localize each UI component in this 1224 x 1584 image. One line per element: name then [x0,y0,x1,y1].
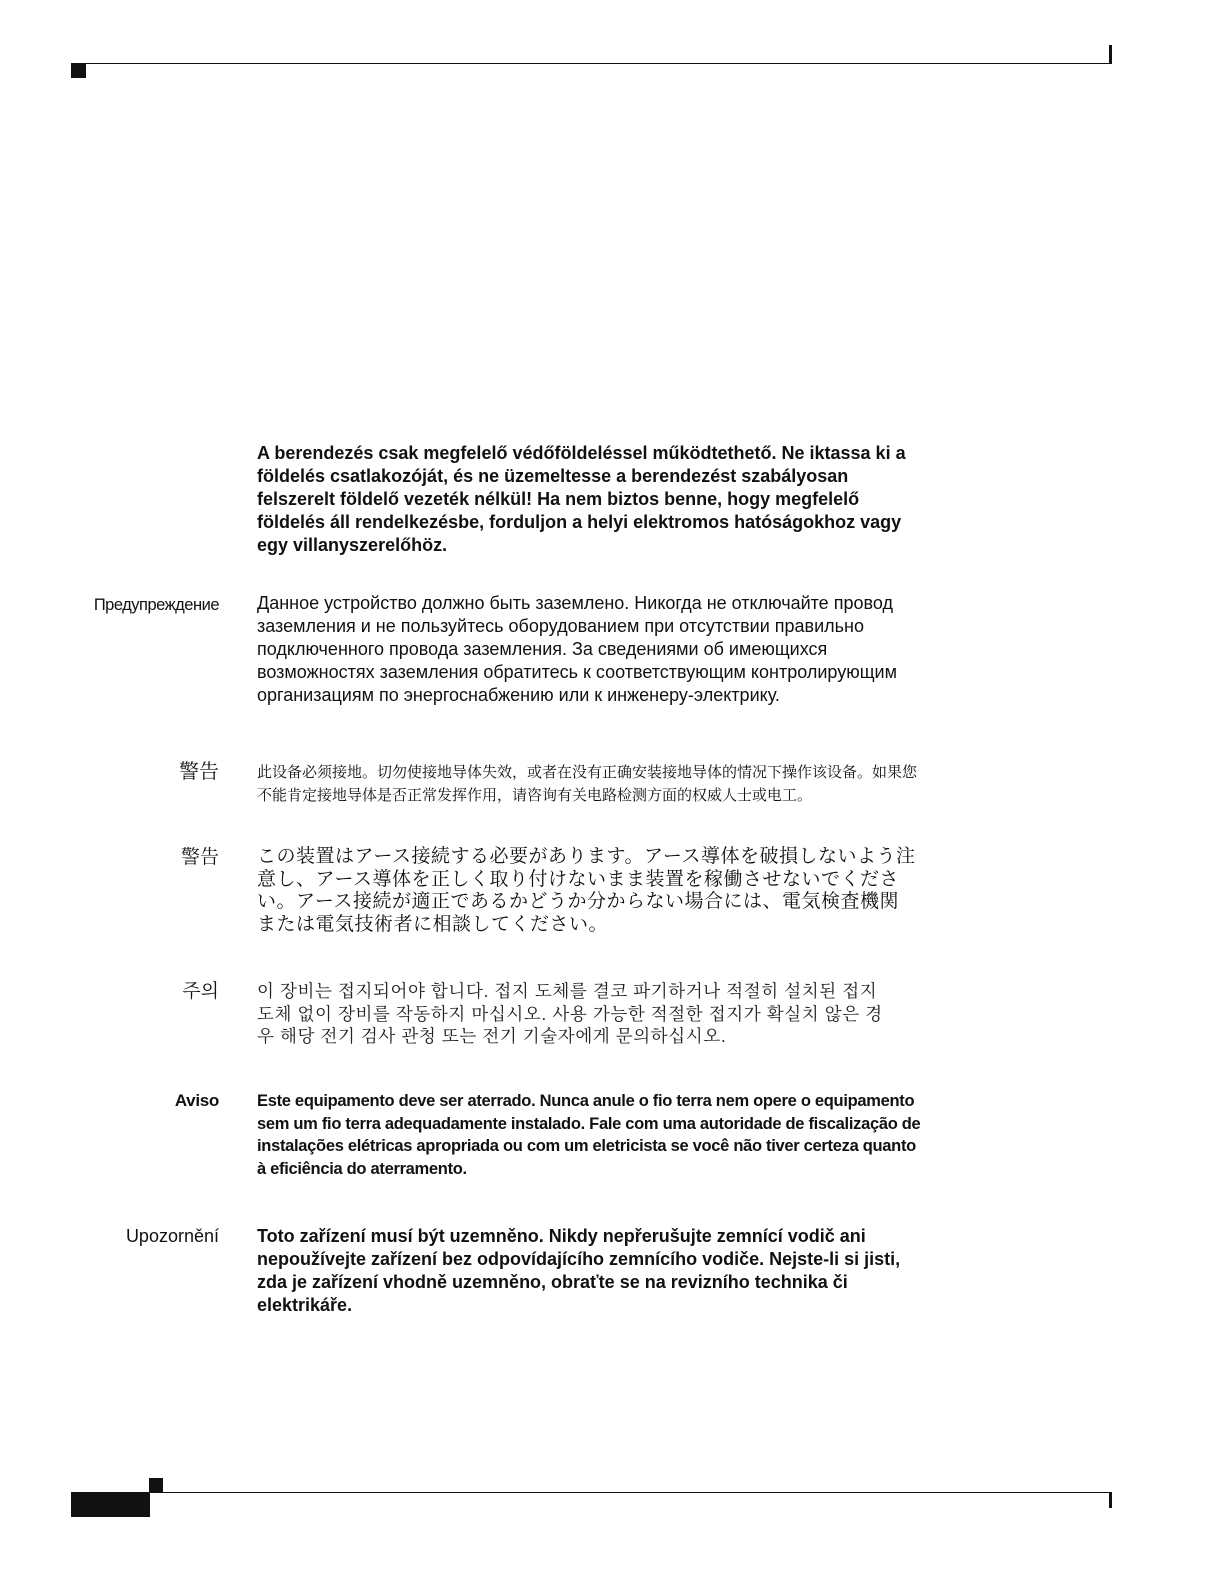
warning-chinese-label: 警告 [179,761,219,783]
warning-hungarian-text: A berendezés csak megfelelő védőföldeléssel működtethető. Ne iktassa ki a földelés csatlakozóját, és ne üzemeltesse a berendezést szabályosan felszerelt földelő vezeték nélkül! Ha nem biztos benne, hogy megfelelő földelés áll rendelkezésbe, forduljon a helyi elektromos hatóságokhoz vagy egy villanyszerelőhöz. [257,443,906,555]
warning-japanese-text: この装置はアース接続する必要があります。アース導体を破損しないよう注意し、アース導体を正しく取り付けないまま装置を稼働させないでください。アース接続が適正であるかどうか分からない場合には、電気検査機関または電気技術者に相談してください。 [257,846,916,935]
warning-czech-label: Upozornění [125,1226,219,1246]
footer-page-tab [71,1493,150,1517]
warning-korean-label: 주의 [182,981,219,1002]
header-right-tick [1109,45,1112,64]
footer-right-tick [1109,1492,1112,1508]
warning-chinese-text: 此设备必须接地。切勿使接地导体失效，或者在没有正确安装接地导体的情况下操作该设备。如果您不能肯定接地导体是否正常发挥作用，请咨询有关电路检测方面的权威人士或电工。 [257,764,918,804]
warning-japanese-label: 警告 [180,847,219,868]
warning-portuguese-label: Aviso [174,1091,219,1110]
warning-russian-text: Данное устройство должно быть заземлено. Никогда не отключайте провод заземления и не пользуйтесь оборудованием при отсутствии правильно подключенного провода заземления. За сведениями об имеющихся возможностях заземления обратитесь к соответствующим контролирующим организациям по энергоснабжению или к инженеру-электрику. [257,593,897,705]
warning-russian-label: Предупреждение [93,596,219,614]
footer-square-marker [149,1478,163,1492]
warning-czech-text: Toto zařízení musí být uzemněno. Nikdy nepřerušujte zemnící vodič ani nepoužívejte zařízení bez odpovídajícího zemnícího vodiče. Nejste-li si jisti, zda je zařízení vhodně uzemněno, obraťte se na revizního technika či elektrikáře. [257,1226,901,1315]
header-square-marker [71,64,86,78]
footer-rule [71,1492,1112,1493]
warning-portuguese-text: Este equipamento deve ser aterrado. Nunca anule o fio terra nem opere o equipamento sem um fio terra adequadamente instalado. Fale com uma autoridade de fiscalização de instalações elétricas apropriada ou com um eletricista se você não tiver certeza quanto à eficiência do aterramento. [257,1092,921,1178]
warning-korean-text: 이 장비는 접지되어야 합니다. 접지 도체를 결코 파기하거나 적절히 설치된 접지 도체 없이 장비를 작동하지 마십시오. 사용 가능한 적절한 접지가 확실치 않은 경우 해당 전기 검사 관청 또는 전기 기술자에게 문의하십시오. [257,981,883,1046]
header-rule [71,63,1112,64]
